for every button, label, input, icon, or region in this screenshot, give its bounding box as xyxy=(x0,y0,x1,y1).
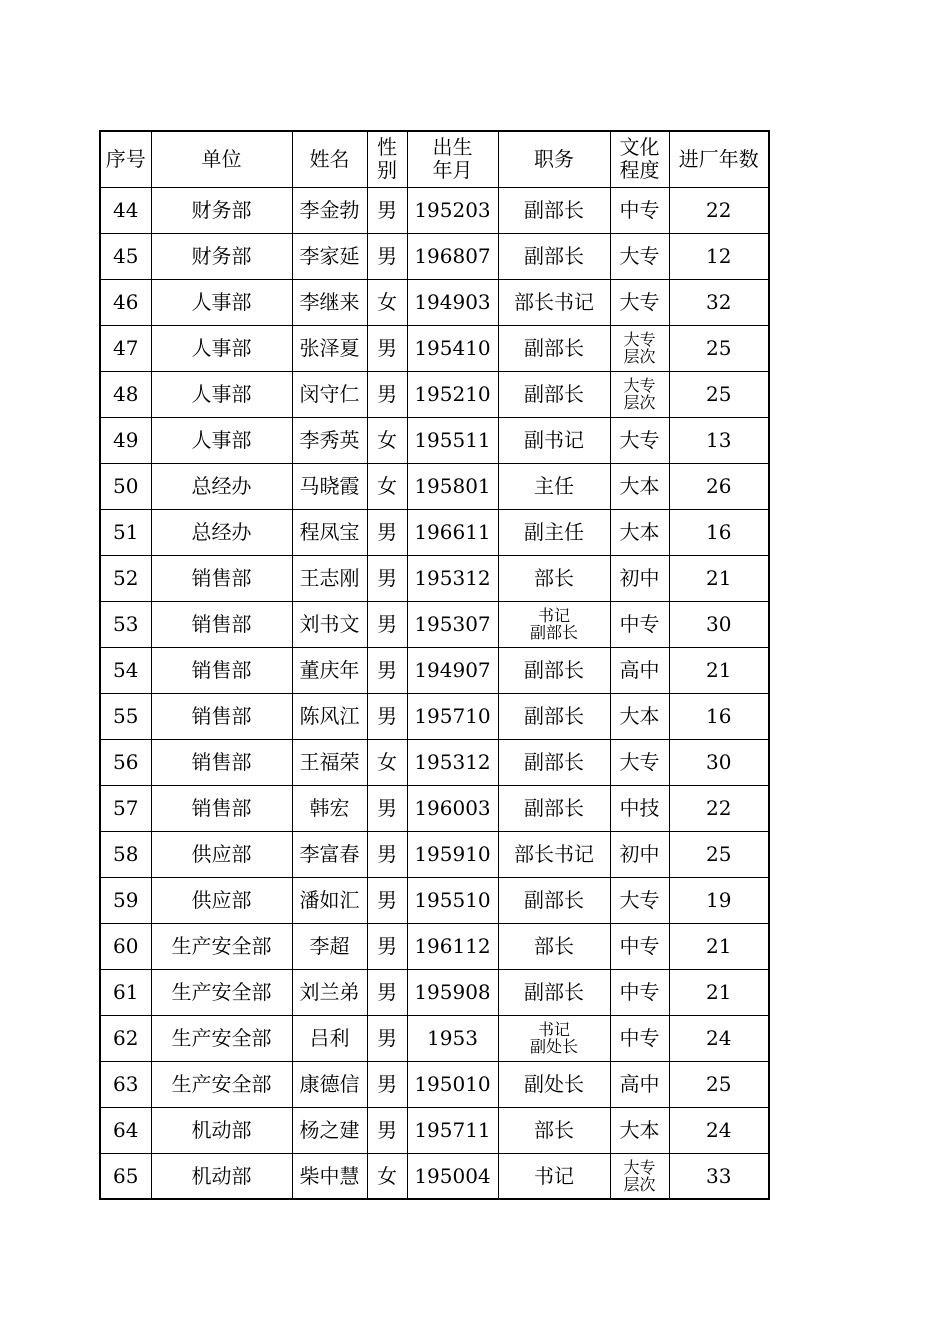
birth-date-cell: 195010 xyxy=(407,1061,498,1107)
gender-cell: 男 xyxy=(367,647,407,693)
unit-cell: 人事部 xyxy=(151,279,292,325)
row-number-cell: 46 xyxy=(100,279,151,325)
table-row xyxy=(100,785,769,831)
position-cell: 部长 xyxy=(498,555,610,601)
unit-cell: 机动部 xyxy=(151,1107,292,1153)
birth-date-cell: 195312 xyxy=(407,739,498,785)
header-cell: 性 别 xyxy=(367,131,407,187)
header-cell: 职务 xyxy=(498,131,610,187)
years-in-factory-cell: 16 xyxy=(669,693,769,739)
years-in-factory-cell: 16 xyxy=(669,509,769,555)
position-cell: 部长 xyxy=(498,1107,610,1153)
years-in-factory-cell: 25 xyxy=(669,371,769,417)
table-row xyxy=(100,647,769,693)
gender-cell: 女 xyxy=(367,1153,407,1199)
gender-cell: 男 xyxy=(367,555,407,601)
education-cell: 初中 xyxy=(610,831,669,877)
row-number-cell: 60 xyxy=(100,923,151,969)
name-cell: 刘书文 xyxy=(292,601,367,647)
row-number-cell: 48 xyxy=(100,371,151,417)
birth-date-cell: 195210 xyxy=(407,371,498,417)
table-row xyxy=(100,187,769,233)
position-cell: 副部长 xyxy=(498,969,610,1015)
gender-cell: 男 xyxy=(367,371,407,417)
gender-cell: 男 xyxy=(367,785,407,831)
years-in-factory-cell: 22 xyxy=(669,785,769,831)
birth-date-cell: 195307 xyxy=(407,601,498,647)
years-in-factory-cell: 25 xyxy=(669,325,769,371)
table-row xyxy=(100,1015,769,1061)
table-row xyxy=(100,233,769,279)
unit-cell: 财务部 xyxy=(151,187,292,233)
gender-cell: 男 xyxy=(367,233,407,279)
education-cell: 高中 xyxy=(610,1061,669,1107)
name-cell: 张泽夏 xyxy=(292,325,367,371)
unit-cell: 生产安全部 xyxy=(151,923,292,969)
position-cell: 副部长 xyxy=(498,233,610,279)
name-cell: 李家延 xyxy=(292,233,367,279)
birth-date-cell: 195203 xyxy=(407,187,498,233)
education-cell: 大专 xyxy=(610,279,669,325)
name-cell: 李超 xyxy=(292,923,367,969)
name-cell: 陈风江 xyxy=(292,693,367,739)
row-number-cell: 54 xyxy=(100,647,151,693)
gender-cell: 女 xyxy=(367,739,407,785)
unit-cell: 销售部 xyxy=(151,555,292,601)
years-in-factory-cell: 21 xyxy=(669,555,769,601)
table-row xyxy=(100,739,769,785)
row-number-cell: 63 xyxy=(100,1061,151,1107)
birth-date-cell: 196611 xyxy=(407,509,498,555)
years-in-factory-cell: 12 xyxy=(669,233,769,279)
table-row xyxy=(100,463,769,509)
gender-cell: 男 xyxy=(367,1015,407,1061)
row-number-cell: 64 xyxy=(100,1107,151,1153)
birth-date-cell: 196807 xyxy=(407,233,498,279)
education-cell: 大本 xyxy=(610,463,669,509)
unit-cell: 总经办 xyxy=(151,509,292,555)
position-cell: 副部长 xyxy=(498,371,610,417)
unit-cell: 销售部 xyxy=(151,601,292,647)
row-number-cell: 58 xyxy=(100,831,151,877)
years-in-factory-cell: 13 xyxy=(669,417,769,463)
unit-cell: 生产安全部 xyxy=(151,1015,292,1061)
table-row xyxy=(100,877,769,923)
education-cell: 大本 xyxy=(610,509,669,555)
education-cell: 大专 xyxy=(610,739,669,785)
table-row xyxy=(100,601,769,647)
birth-date-cell: 195511 xyxy=(407,417,498,463)
table-row xyxy=(100,693,769,739)
gender-cell: 男 xyxy=(367,1061,407,1107)
position-cell: 部长书记 xyxy=(498,831,610,877)
years-in-factory-cell: 21 xyxy=(669,647,769,693)
name-cell: 李秀英 xyxy=(292,417,367,463)
header-cell: 序号 xyxy=(100,131,151,187)
gender-cell: 男 xyxy=(367,509,407,555)
table-row xyxy=(100,1061,769,1107)
unit-cell: 人事部 xyxy=(151,417,292,463)
years-in-factory-cell: 30 xyxy=(669,739,769,785)
row-number-cell: 65 xyxy=(100,1153,151,1199)
education-cell: 大专 xyxy=(610,233,669,279)
table-row xyxy=(100,417,769,463)
education-cell: 大专 层次 xyxy=(610,371,669,417)
name-cell: 王志刚 xyxy=(292,555,367,601)
gender-cell: 男 xyxy=(367,831,407,877)
birth-date-cell: 195801 xyxy=(407,463,498,509)
table-row xyxy=(100,923,769,969)
unit-cell: 供应部 xyxy=(151,831,292,877)
header-cell: 姓名 xyxy=(292,131,367,187)
birth-date-cell: 195710 xyxy=(407,693,498,739)
birth-date-cell: 195910 xyxy=(407,831,498,877)
birth-date-cell: 1953 xyxy=(407,1015,498,1061)
position-cell: 主任 xyxy=(498,463,610,509)
gender-cell: 女 xyxy=(367,279,407,325)
row-number-cell: 44 xyxy=(100,187,151,233)
table-row xyxy=(100,831,769,877)
birth-date-cell: 195004 xyxy=(407,1153,498,1199)
unit-cell: 供应部 xyxy=(151,877,292,923)
row-number-cell: 47 xyxy=(100,325,151,371)
table-row xyxy=(100,1153,769,1199)
name-cell: 刘兰弟 xyxy=(292,969,367,1015)
position-cell: 副书记 xyxy=(498,417,610,463)
years-in-factory-cell: 32 xyxy=(669,279,769,325)
row-number-cell: 53 xyxy=(100,601,151,647)
birth-date-cell: 195410 xyxy=(407,325,498,371)
birth-date-cell: 194903 xyxy=(407,279,498,325)
unit-cell: 总经办 xyxy=(151,463,292,509)
education-cell: 中专 xyxy=(610,1015,669,1061)
unit-cell: 销售部 xyxy=(151,785,292,831)
education-cell: 初中 xyxy=(610,555,669,601)
years-in-factory-cell: 33 xyxy=(669,1153,769,1199)
gender-cell: 女 xyxy=(367,417,407,463)
birth-date-cell: 195711 xyxy=(407,1107,498,1153)
header-cell: 文化 程度 xyxy=(610,131,669,187)
row-number-cell: 51 xyxy=(100,509,151,555)
years-in-factory-cell: 26 xyxy=(669,463,769,509)
position-cell: 部长书记 xyxy=(498,279,610,325)
header-row xyxy=(100,131,769,187)
table-row xyxy=(100,371,769,417)
table-row xyxy=(100,509,769,555)
position-cell: 副处长 xyxy=(498,1061,610,1107)
unit-cell: 人事部 xyxy=(151,371,292,417)
education-cell: 高中 xyxy=(610,647,669,693)
years-in-factory-cell: 25 xyxy=(669,831,769,877)
row-number-cell: 45 xyxy=(100,233,151,279)
unit-cell: 销售部 xyxy=(151,739,292,785)
unit-cell: 财务部 xyxy=(151,233,292,279)
birth-date-cell: 196003 xyxy=(407,785,498,831)
position-cell: 副部长 xyxy=(498,877,610,923)
position-cell: 副主任 xyxy=(498,509,610,555)
gender-cell: 男 xyxy=(367,969,407,1015)
unit-cell: 生产安全部 xyxy=(151,1061,292,1107)
education-cell: 中技 xyxy=(610,785,669,831)
gender-cell: 男 xyxy=(367,601,407,647)
education-cell: 中专 xyxy=(610,969,669,1015)
gender-cell: 男 xyxy=(367,1107,407,1153)
position-cell: 部长 xyxy=(498,923,610,969)
years-in-factory-cell: 21 xyxy=(669,923,769,969)
row-number-cell: 52 xyxy=(100,555,151,601)
birth-date-cell: 196112 xyxy=(407,923,498,969)
gender-cell: 男 xyxy=(367,325,407,371)
row-number-cell: 61 xyxy=(100,969,151,1015)
education-cell: 大专 层次 xyxy=(610,325,669,371)
name-cell: 程凤宝 xyxy=(292,509,367,555)
name-cell: 吕利 xyxy=(292,1015,367,1061)
position-cell: 副部长 xyxy=(498,647,610,693)
birth-date-cell: 194907 xyxy=(407,647,498,693)
birth-date-cell: 195908 xyxy=(407,969,498,1015)
unit-cell: 生产安全部 xyxy=(151,969,292,1015)
years-in-factory-cell: 25 xyxy=(669,1061,769,1107)
table-row xyxy=(100,555,769,601)
unit-cell: 销售部 xyxy=(151,647,292,693)
name-cell: 李金勃 xyxy=(292,187,367,233)
row-number-cell: 55 xyxy=(100,693,151,739)
education-cell: 大专 层次 xyxy=(610,1153,669,1199)
years-in-factory-cell: 24 xyxy=(669,1107,769,1153)
row-number-cell: 49 xyxy=(100,417,151,463)
table-row xyxy=(100,1107,769,1153)
position-cell: 副部长 xyxy=(498,785,610,831)
unit-cell: 人事部 xyxy=(151,325,292,371)
row-number-cell: 59 xyxy=(100,877,151,923)
name-cell: 杨之建 xyxy=(292,1107,367,1153)
education-cell: 大本 xyxy=(610,1107,669,1153)
table-row xyxy=(100,325,769,371)
education-cell: 中专 xyxy=(610,923,669,969)
unit-cell: 机动部 xyxy=(151,1153,292,1199)
header-cell: 出生 年月 xyxy=(407,131,498,187)
personnel-table xyxy=(99,130,770,1200)
years-in-factory-cell: 19 xyxy=(669,877,769,923)
name-cell: 李富春 xyxy=(292,831,367,877)
position-cell: 书记 xyxy=(498,1153,610,1199)
position-cell: 副部长 xyxy=(498,739,610,785)
years-in-factory-cell: 21 xyxy=(669,969,769,1015)
education-cell: 中专 xyxy=(610,601,669,647)
gender-cell: 女 xyxy=(367,463,407,509)
name-cell: 柴中慧 xyxy=(292,1153,367,1199)
birth-date-cell: 195312 xyxy=(407,555,498,601)
name-cell: 马晓霞 xyxy=(292,463,367,509)
header-cell: 单位 xyxy=(151,131,292,187)
position-cell: 副部长 xyxy=(498,325,610,371)
years-in-factory-cell: 30 xyxy=(669,601,769,647)
row-number-cell: 62 xyxy=(100,1015,151,1061)
table-row xyxy=(100,969,769,1015)
unit-cell: 销售部 xyxy=(151,693,292,739)
row-number-cell: 56 xyxy=(100,739,151,785)
gender-cell: 男 xyxy=(367,693,407,739)
years-in-factory-cell: 24 xyxy=(669,1015,769,1061)
name-cell: 康德信 xyxy=(292,1061,367,1107)
name-cell: 闵守仁 xyxy=(292,371,367,417)
education-cell: 中专 xyxy=(610,187,669,233)
header-cell: 进厂年数 xyxy=(669,131,769,187)
name-cell: 韩宏 xyxy=(292,785,367,831)
position-cell: 书记 副处长 xyxy=(498,1015,610,1061)
row-number-cell: 50 xyxy=(100,463,151,509)
name-cell: 李继来 xyxy=(292,279,367,325)
row-number-cell: 57 xyxy=(100,785,151,831)
gender-cell: 男 xyxy=(367,923,407,969)
position-cell: 书记 副部长 xyxy=(498,601,610,647)
years-in-factory-cell: 22 xyxy=(669,187,769,233)
name-cell: 王福荣 xyxy=(292,739,367,785)
table-row xyxy=(100,279,769,325)
position-cell: 副部长 xyxy=(498,187,610,233)
gender-cell: 男 xyxy=(367,877,407,923)
birth-date-cell: 195510 xyxy=(407,877,498,923)
name-cell: 潘如汇 xyxy=(292,877,367,923)
position-cell: 副部长 xyxy=(498,693,610,739)
education-cell: 大专 xyxy=(610,417,669,463)
name-cell: 董庆年 xyxy=(292,647,367,693)
gender-cell: 男 xyxy=(367,187,407,233)
education-cell: 大专 xyxy=(610,877,669,923)
education-cell: 大本 xyxy=(610,693,669,739)
